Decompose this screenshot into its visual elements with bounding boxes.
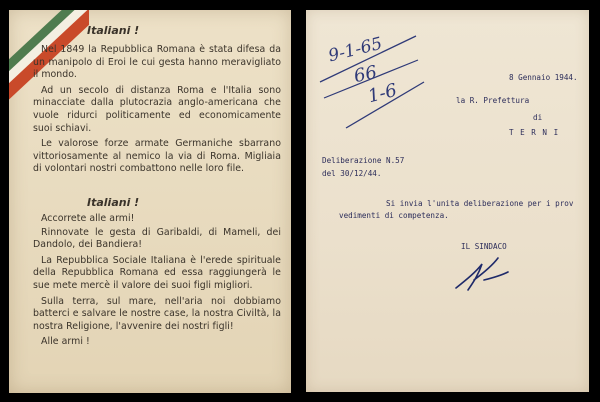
body-line-1: Si invia l'unita deliberazione per i prov bbox=[386, 199, 574, 208]
reference-line-1: Deliberazione N.57 bbox=[322, 156, 405, 165]
flyer-heading-1: Italiani ! bbox=[87, 24, 140, 37]
flyer-paragraph-2: Ad un secolo di distanza Roma e l'Italia sono minacciate dalla plutocrazia anglo-americana che vuole ridurci politicamente ed economicamente suoi schiavi. bbox=[33, 84, 281, 134]
reference-line-2: del 30/12/44. bbox=[322, 169, 382, 178]
flyer-paragraph-3: Le valorose forze armate Germaniche sbarrano vittoriosamente al nemico la via di Roma. Migliaia di volontari nostri combattono nelle loro file. bbox=[33, 138, 281, 175]
signature-title: IL SINDACO bbox=[461, 242, 507, 251]
handwritten-number-1: 66 bbox=[352, 61, 379, 88]
flyer-paragraph-5: Rinnovate le gesta di Garibaldi, di Mameli, dei Dandolo, dei Bandiera! bbox=[33, 226, 281, 251]
handwritten-date: 9-1-65 bbox=[326, 33, 385, 67]
flyer-paragraph-6: La Repubblica Sociale Italiana è l'erede spirituale della Repubblica Romana ed essa raggiungerà le sue mete mercè il valore dei suoi figli migliori. bbox=[33, 254, 281, 291]
recipient-line-3: T E R N I bbox=[509, 128, 560, 137]
handwritten-number-2: 1-6 bbox=[365, 79, 400, 108]
propaganda-flyer bbox=[9, 10, 291, 393]
municipal-letter bbox=[306, 10, 589, 392]
signature-icon bbox=[448, 250, 518, 300]
flyer-paragraph-1: Nel 1849 la Repubblica Romana è stata difesa da un manipolo di Eroi le cui gesta hanno meravigliato il mondo. bbox=[33, 44, 281, 81]
flyer-heading-2: Italiani ! bbox=[87, 196, 140, 209]
flyer-paragraph-7: Sulla terra, sul mare, nell'aria noi dobbiamo batterci e salvare le nostre case, la nostra Civiltà, la nostra Religione, l'avvenire dei nostri figli! bbox=[33, 295, 281, 332]
flyer-paragraph-4: Accorrete alle armi! bbox=[41, 213, 135, 224]
flyer-paragraph-8: Alle armi ! bbox=[41, 336, 90, 348]
recipient-line-1: la R. Prefettura bbox=[456, 96, 530, 105]
recipient-line-2: di bbox=[533, 113, 543, 122]
body-line-2: vedimenti di competenza. bbox=[339, 211, 449, 220]
letter-date: 8 Gennaio 1944. bbox=[509, 73, 578, 82]
